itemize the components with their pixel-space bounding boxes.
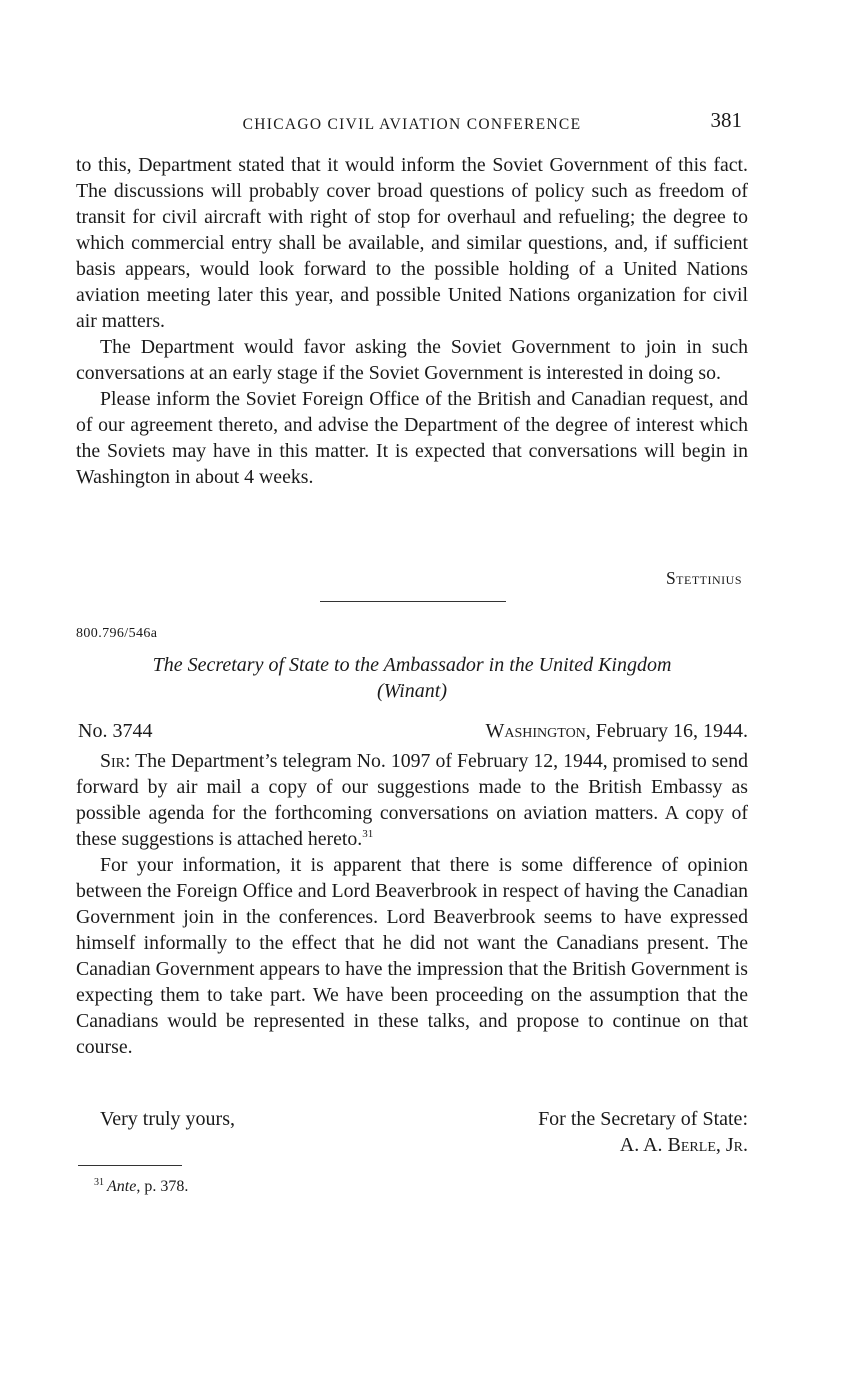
paragraph [76,748,748,852]
signature-berle: A. A. Berle, Jr. [619,1134,748,1156]
footnote [94,1177,188,1196]
footnote-number: 31 [94,1177,104,1188]
place: Washington [485,720,586,742]
signature-stettinius: Stettinius [665,568,742,588]
footnote-reference[interactable]: 31 [362,828,374,840]
running-head: CHICAGO CIVIL AVIATION CONFERENCE [242,116,582,133]
footnote-text: , p. 378. [136,1178,189,1195]
document-number: No. 3744 [78,720,153,742]
document-title: The Secretary of State to the Ambassador in the United Kingdom [152,654,672,676]
salutation: Sir: [100,750,131,772]
paragraph-text: The Department’s telegram No. 1097 of February 12, 1944, promised to send forward by air mail a copy of our suggestions made to the British Embassy as possible agenda for the forthcoming conversations on aviation matters. A copy of these suggestions is attached hereto. [76,750,748,850]
paragraph: For your information, it is apparent that there is some difference of opinion between the Foreign Office and Lord Beaverbrook in respect of having the Canadian Government join in the conferences. Lord Beaverbrook seems to have expressed himself informally to the effect that he did not want the Canadians present. The Canadian Government appears to have the impression that the British Government is expecting them to take part. We have been proceeding on the assumption that the Canadians would be represented in these talks, and propose to continue on that course. [76,854,748,1058]
footnote-divider [78,1165,182,1166]
footnote-italic: Ante [107,1178,137,1195]
paragraph: to this, Department stated that it would inform the Soviet Government of this fact. The discussions will probably cover broad questions of policy such as freedom of transit for civil aircraft with right of stop for overhaul and refueling; the degree to which commercial entry shall be available, and similar questions, and, if sufficient basis appears, would look forward to the possible holding of a United Nations aviation meeting later this year, and possible United Nations organization for civil air matters. [76,154,748,332]
complimentary-close: Very truly yours, [100,1108,235,1130]
file-number: 800.796/546a [76,626,158,641]
letter-body [76,748,748,1060]
for-secretary-line: For the Secretary of State: [538,1108,748,1130]
section-divider [320,601,506,602]
paragraph: The Department would favor asking the Soviet Government to join in such conversations at an early stage if the Soviet Government is interested in doing so. [76,336,748,384]
place-date [486,720,749,743]
date: , February 16, 1944. [585,720,748,742]
page-header [76,108,748,138]
previous-document-text [76,152,748,490]
page-number: 381 [710,108,742,132]
paragraph: Please inform the Soviet Foreign Office of the British and Canadian request, and of our agreement thereto, and advise the Department of the degree of interest which the Soviets may have in this matter. It is expected that conversations will begin in Washington in about 4 weeks. [76,388,748,488]
document-title-recipient: (Winant) [377,680,447,702]
